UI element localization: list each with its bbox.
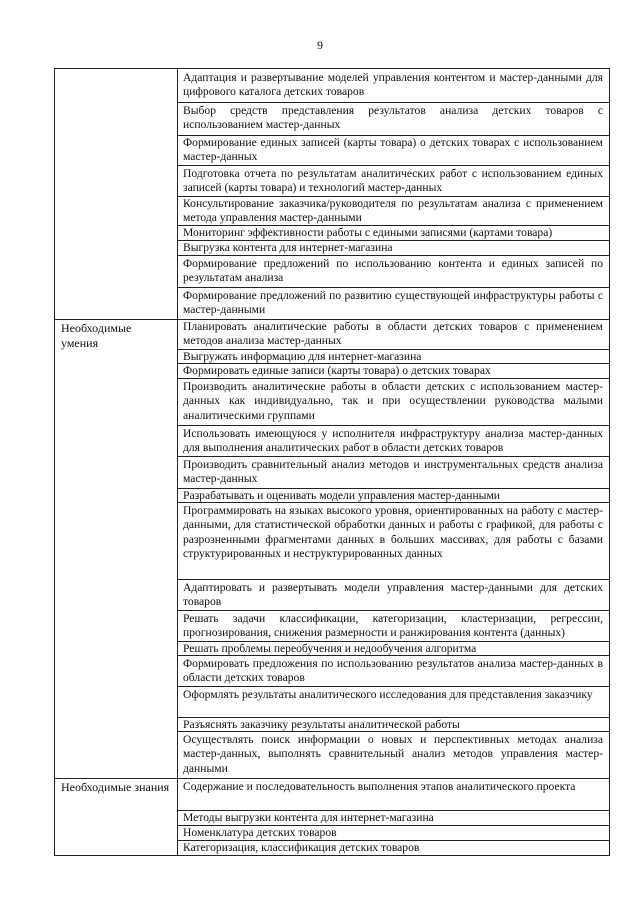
column-divider [177,69,178,855]
table-cell: Разъяснять заказчику результаты аналитической работы [183,718,460,731]
category-label-skills: Необходимые умения [61,321,132,350]
table-cell: Планировать аналитические работы в области детских товаров с применением методов анализа мастер-данных [183,320,603,348]
table-cell: Категоризация, классификация детских товаров [183,841,420,854]
table-cell: Производить сравнительный анализ методов и инструментальных средств анализа мастер-данных [183,458,603,486]
table-cell: Осуществлять поиск информации о новых и перспективных методах анализа мастер-данных, выполнять сравнительный анализ методов управления мастер-данными [183,733,603,775]
requirements-table [54,68,610,856]
table-cell: Производить аналитические работы в области детских с использованием мастер-данных как индивидуально, так и при осуществлении руководства малыми аналитическими группами [183,380,603,422]
row-separator [177,287,609,288]
row-separator [177,579,609,580]
table-cell: Номенклатура детских товаров [183,826,337,839]
table-cell: Формирование единых записей (карты товара) о детских товарах с использованием мастер-данных [183,136,603,164]
table-cell: Методы выгрузки контента для интернет-магазина [183,811,434,824]
row-separator [177,165,609,166]
category-label-knowledge: Необходимые знания [61,780,170,794]
row-separator [177,456,609,457]
table-cell: Решать задачи классификации, категоризации, кластеризации, регрессии, прогнозирования, снижения размерности и ранжирования контента (данных) [183,612,603,640]
table-cell: Решать проблемы переобучения и недообучения алгоритма [183,642,477,655]
table-cell: Формировать единые записи (карты товара) о детских товарах [183,364,491,377]
row-separator [177,102,609,103]
table-cell: Мониторинг эффективности работы с едиными записями (картами товара) [183,226,553,239]
page-number: 9 [317,38,323,52]
table-cell: Содержание и последовательность выполнения этапов аналитического проекта [183,780,576,793]
table-cell: Формирование предложений по развитию существующей инфраструктуры работы с мастер-данными [183,289,603,317]
table-cell: Консультирование заказчика/руководителя по результатам анализа с применением метода управления мастер-данными [183,197,603,225]
table-cell: Адаптация и развертывание моделей управления контентом и мастер-данными для цифрового каталога детских товаров [183,71,603,99]
table-cell: Формировать предложения по использованию результатов анализа мастер-данных в области детских товаров [183,657,603,685]
table-cell: Выгрузка контента для интернет-магазина [183,241,393,254]
table-cell: Адаптировать и развертывать модели управления мастер-данными для детских товаров [183,581,603,609]
table-cell: Программировать на языках высокого уровня, ориентированных на работу с мастер-данными, для статистической обработки данных и работы с графикой, для работы с разрозненными фрагментами данных в больших массивах, для работы с базами структурированных и неструктурированных данных [183,504,603,561]
table-cell: Использовать имеющуюся у исполнителя инфраструктуру анализа мастер-данных для выполнения аналитических работ в области детских товаров [183,427,603,455]
table-cell: Разрабатывать и оценивать модели управления мастер-данными [183,489,500,502]
row-separator [177,425,609,426]
table-cell: Подготовка отчета по результатам аналитических работ с использованием единых записей (карты товара) и технологий мастер-данных [183,167,603,195]
table-cell: Формирование предложений по использованию контента и единых записей по результатам анализа [183,257,603,285]
table-cell: Выбор средств представления результатов анализа детских товаров с использованием мастер-данных [183,104,603,132]
row-separator [177,610,609,611]
table-cell: Выгружать информацию для интернет-магазина [183,350,422,363]
row-separator [177,686,609,687]
table-cell: Оформлять результаты аналитического исследования для представления заказчику [183,688,593,701]
section-separator [55,778,609,779]
